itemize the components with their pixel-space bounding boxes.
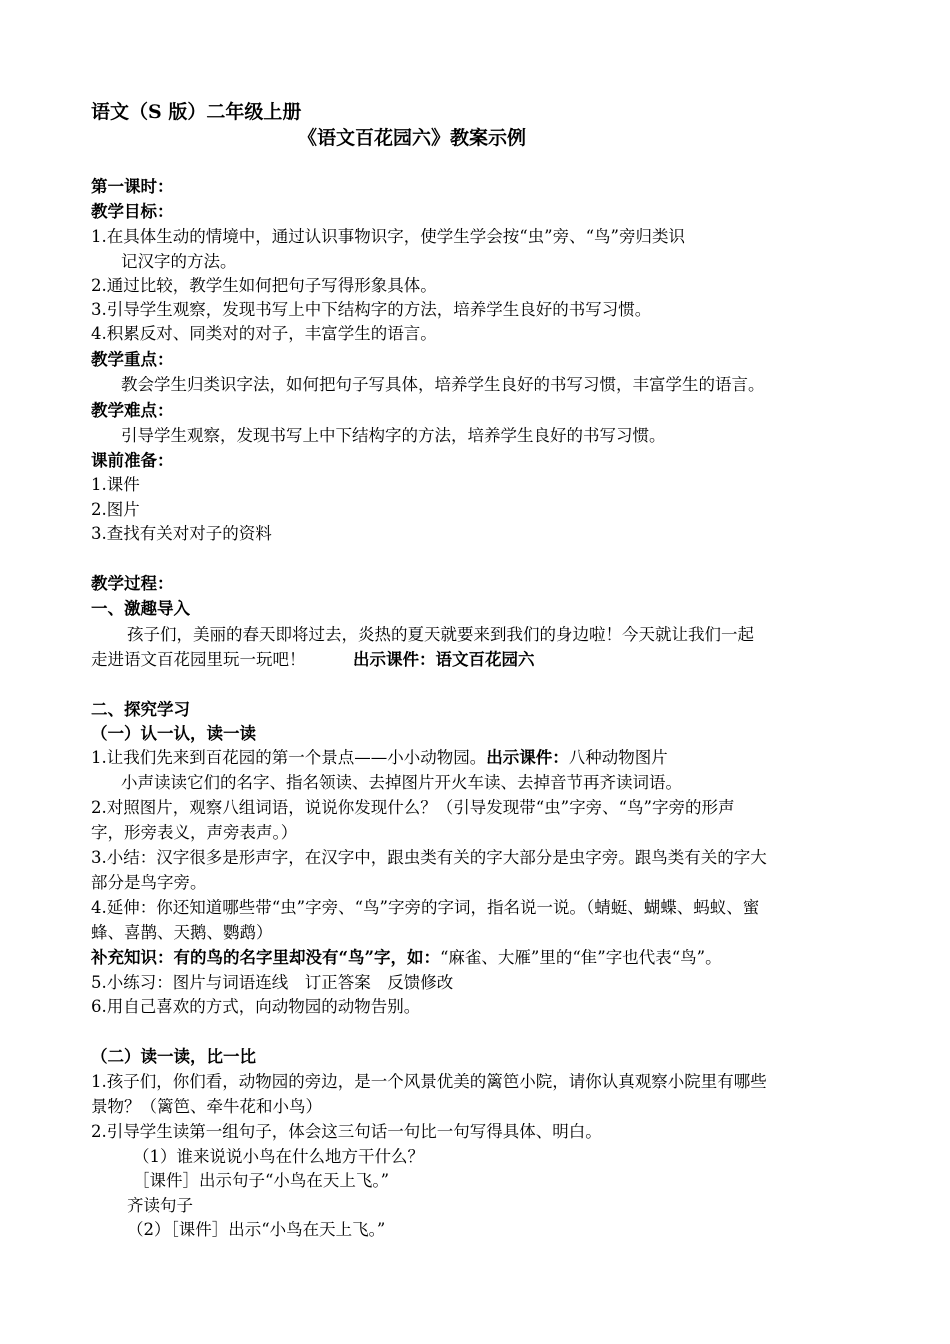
item1-text: 1.让我们先来到百花园的第一个景点——小小动物园。 bbox=[91, 748, 487, 767]
supplement-label: 补充知识：有的鸟的名字里却没有“鸟”字，如： bbox=[91, 948, 440, 967]
prep-item: 1.课件 bbox=[91, 475, 140, 494]
s2-item1-line: 1.孩子们，你们看，动物园的旁边，是一个风景优美的篱笆小院，请你认真观察小院里有哪些 bbox=[91, 1072, 767, 1091]
item1-line bbox=[91, 746, 668, 770]
item3-line: 3.小结：汉字很多是形声字，在汉字中，跟虫类有关的字大部分是虫字旁。跟鸟类有关的字大 bbox=[91, 848, 767, 867]
item5-line: 5.小练习：图片与词语连线 订正答案 反馈修改 bbox=[91, 973, 454, 992]
s2-item2-line: 2.引导学生读第一组句子，体会这三句话一句比一句写得具体、明白。 bbox=[91, 1122, 602, 1141]
focus-heading: 教学重点： bbox=[91, 350, 174, 369]
part2-heading: 二、探究学习 bbox=[91, 700, 190, 719]
process-heading: 教学过程： bbox=[91, 574, 174, 593]
part1-text: 走进语文百花园里玩一玩吧！ bbox=[91, 650, 306, 669]
goals-heading: 教学目标： bbox=[91, 202, 174, 221]
course-label: 语文（S 版）二年级上册 bbox=[91, 101, 302, 123]
lesson-label: 第一课时： bbox=[91, 177, 174, 196]
item1-line2: 小声读读它们的名字、指名领读、去掉图片开火车读、去掉音节再齐读词语。 bbox=[121, 773, 682, 792]
part1-show: 出示课件：语文百花园六 bbox=[353, 650, 535, 669]
question-1: （1）谁来说说小鸟在什么地方干什么？ bbox=[133, 1147, 424, 1166]
sub1-heading: （一）认一认，读一读 bbox=[91, 724, 256, 743]
item2-line: 字，形旁表义，声旁表声。） bbox=[91, 823, 298, 842]
difficulty-heading: 教学难点： bbox=[91, 401, 174, 420]
part1-text: 孩子们，美丽的春天即将过去，炎热的夏天就要来到我们的身边啦！今天就让我们一起 bbox=[127, 625, 754, 644]
item6-line: 6.用自己喜欢的方式，向动物园的动物告别。 bbox=[91, 997, 421, 1016]
item2-line: 2.对照图片，观察八组词语，说说你发现什么？（引导发现带“虫”字旁、“鸟”字旁的形声 bbox=[91, 798, 735, 817]
item4-line: 蜂、喜鹊、天鹅、鹦鹉） bbox=[91, 923, 273, 942]
focus-text: 教会学生归类识字法，如何把句子写具体，培养学生良好的书写习惯，丰富学生的语言。 bbox=[121, 375, 765, 394]
item1-text: 八种动物图片 bbox=[568, 748, 668, 767]
supplement-line bbox=[91, 946, 722, 970]
question-2: （2）［课件］出示“小鸟在天上飞。” bbox=[127, 1220, 386, 1239]
prep-heading: 课前准备： bbox=[91, 451, 174, 470]
prep-item: 2.图片 bbox=[91, 500, 140, 519]
difficulty-text: 引导学生观察，发现书写上中下结构字的方法，培养学生良好的书写习惯。 bbox=[121, 426, 666, 445]
question-1-show: ［课件］出示句子“小鸟在天上飞。” bbox=[133, 1171, 390, 1190]
question-1-read: 齐读句子 bbox=[127, 1196, 193, 1215]
goal-line: 1.在具体生动的情境中，通过认识事物识字，使学生学会按“虫”旁、“鸟”旁归类识 bbox=[91, 227, 685, 246]
item1-show: 出示课件： bbox=[486, 748, 569, 767]
goal-line: 4.积累反对、同类对的对子，丰富学生的语言。 bbox=[91, 324, 437, 343]
supplement-text: “麻雀、大雁”里的“隹”字也代表“鸟”。 bbox=[439, 948, 722, 967]
goal-line: 3.引导学生观察，发现书写上中下结构字的方法，培养学生良好的书写习惯。 bbox=[91, 300, 652, 319]
page-title: 《语文百花园六》教案示例 bbox=[298, 127, 527, 149]
sub2-heading: （二）读一读，比一比 bbox=[91, 1047, 256, 1066]
goal-line: 2.通过比较，教学生如何把句子写得形象具体。 bbox=[91, 276, 437, 295]
s2-item1-line: 景物？（篱笆、牵牛花和小鸟） bbox=[91, 1097, 322, 1116]
prep-item: 3.查找有关对对子的资料 bbox=[91, 524, 272, 543]
item3-line: 部分是鸟字旁。 bbox=[91, 873, 207, 892]
item4-line: 4.延伸：你还知道哪些带“虫”字旁、“鸟”字旁的字词，指名说一说。（蜻蜓、蝴蝶、蚂蚁、蜜 bbox=[91, 898, 760, 917]
goal-line: 记汉字的方法。 bbox=[121, 252, 237, 271]
part1-heading: 一、激趣导入 bbox=[91, 599, 190, 618]
